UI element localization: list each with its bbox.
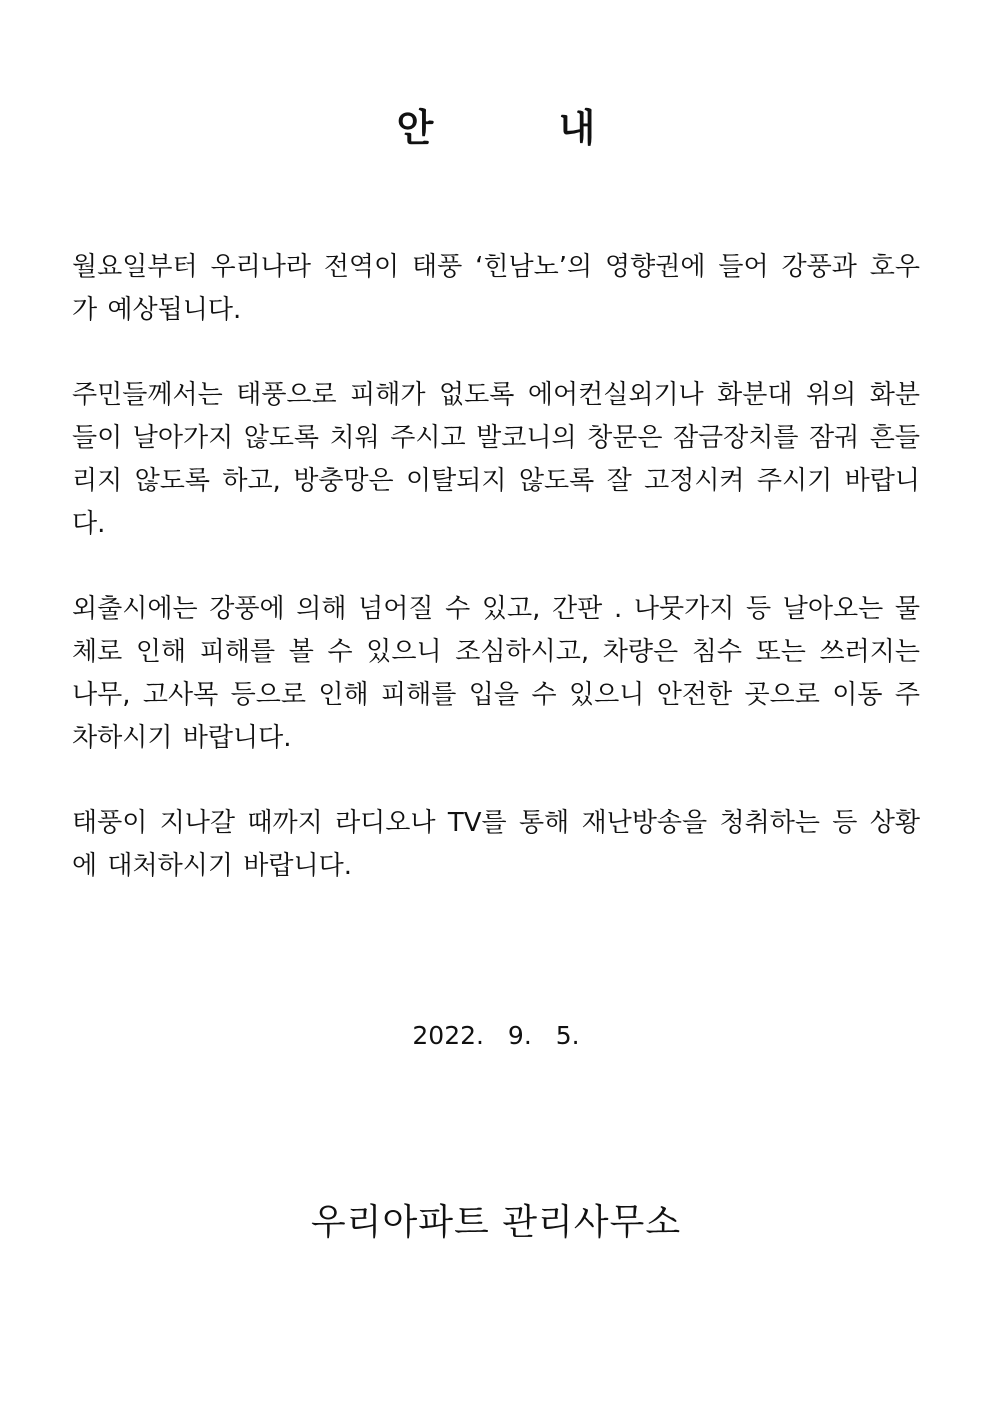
notice-paragraph-residents-precautions: 주민들께서는 태풍으로 피해가 없도록 에어컨실외기나 화분대 위의 화분들이 날아가지 않도록 치워 주시고 발코니의 창문은 잠금장치를 잠궈 흔들리지 않도록 하고, 방충망은 이탈되지 않도록 잘 고정시켜 주시기 바랍니다. (72, 380, 920, 539)
notice-date: 2022. 9. 5. (412, 1021, 580, 1050)
notice-paragraph-outdoor-and-parking: 외출시에는 강풍에 의해 넘어질 수 있고, 간판 . 나뭇가지 등 날아오는 물체로 인해 피해를 볼 수 있으니 조심하시고, 차량은 침수 또는 쓰러지는 나무, 고사목 등으로 인해 피해를 입을 수 있으니 안전한 곳으로 이동 주차하시기 바랍니다. (72, 594, 920, 753)
notice-title: 안 내 (396, 106, 652, 150)
notice-paragraph-typhoon-forecast: 월요일부터 우리나라 전역이 태풍 ‘힌남노’의 영향권에 들어 강풍과 호우가 예상됩니다. (72, 252, 920, 325)
notice-paragraph-emergency-broadcast: 태풍이 지나갈 때까지 라디오나 TV를 통해 재난방송을 청취하는 등 상황에 대처하시기 바랍니다. (72, 808, 920, 881)
notice-issuer: 우리아파트 관리사무소 (310, 1202, 682, 1243)
